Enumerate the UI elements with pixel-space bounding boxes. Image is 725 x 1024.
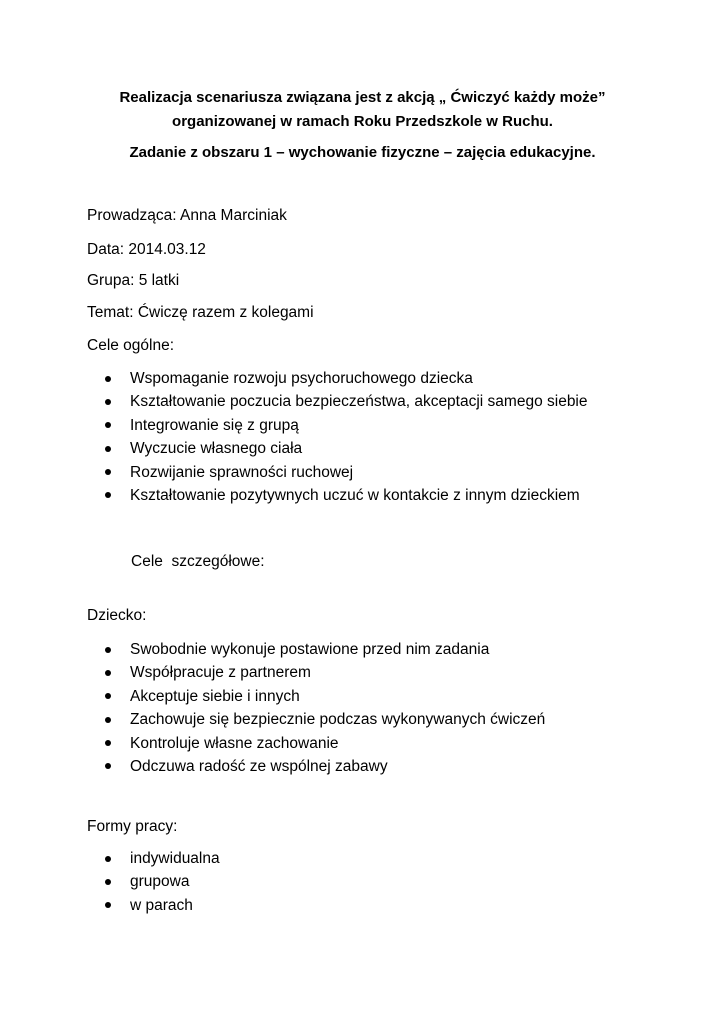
list-item-text: indywidualna — [130, 850, 220, 867]
list-item-text: grupowa — [130, 873, 190, 891]
cele-szczegolowe-heading: Cele szczegółowe: — [131, 553, 265, 570]
header-line-2: organizowanej w ramach Roku Przedszkole w Ruchu. — [172, 113, 553, 130]
bullet-icon — [105, 693, 111, 699]
bullet-icon — [105, 492, 111, 498]
list-item — [0, 847, 725, 870]
dziecko-heading: Dziecko: — [87, 607, 147, 624]
bullet-icon — [105, 763, 111, 769]
document-header — [0, 86, 725, 165]
list-item — [0, 461, 725, 484]
dziecko-list — [0, 638, 725, 778]
list-item — [0, 414, 725, 437]
header-line-1: Realizacja scenariusza związana jest z akcją „ Ćwiczyć każdy może” — [119, 89, 606, 106]
list-item-text: Wspomaganie rozwoju psychoruchowego dziecka — [130, 370, 473, 387]
list-item — [0, 437, 725, 460]
bullet-icon — [105, 717, 111, 723]
cele-ogolne-heading: Cele ogólne: — [87, 337, 175, 354]
grupa-field: Grupa: 5 latki — [87, 272, 180, 289]
formy-pracy-list — [0, 847, 725, 917]
bullet-icon — [105, 740, 111, 746]
list-item-text: Akceptuje siebie i innych — [130, 687, 300, 705]
data-field: Data: 2014.03.12 — [87, 241, 206, 258]
bullet-icon — [105, 422, 111, 428]
header-line-3: Zadanie z obszaru 1 – wychowanie fizyczne – zajęcia edukacyjne. — [129, 144, 596, 161]
bullet-icon — [105, 879, 111, 885]
list-item — [0, 661, 725, 684]
bullet-icon — [105, 902, 111, 908]
bullet-icon — [105, 446, 111, 452]
list-item-text: Kształtowanie poczucia bezpieczeństwa, akceptacji samego siebie — [130, 393, 588, 411]
bullet-icon — [105, 469, 111, 475]
list-item-text: Rozwijanie sprawności ruchowej — [130, 463, 354, 481]
bullet-icon — [105, 376, 111, 382]
list-item-text: Kształtowanie pozytywnych uczuć w kontakcie z innym dzieckiem — [130, 486, 580, 504]
list-item — [0, 755, 725, 778]
list-item-text: w parach — [130, 896, 193, 914]
bullet-icon — [105, 856, 111, 862]
cele-ogolne-list — [0, 367, 725, 507]
list-item — [0, 367, 725, 390]
list-item — [0, 638, 725, 661]
temat-field: Temat: Ćwiczę razem z kolegami — [87, 304, 314, 321]
list-item-text: Wyczucie własnego ciała — [130, 440, 303, 458]
list-item — [0, 484, 725, 507]
formy-pracy-heading: Formy pracy: — [87, 818, 178, 835]
list-item — [0, 870, 725, 893]
list-item-text: Kontroluje własne zachowanie — [130, 734, 339, 752]
prowadzaca-field: Prowadząca: Anna Marciniak — [87, 207, 287, 224]
list-item — [0, 894, 725, 917]
list-item — [0, 732, 725, 755]
bullet-icon — [105, 670, 111, 676]
list-item-text: Współpracuje z partnerem — [130, 664, 311, 682]
bullet-icon — [105, 399, 111, 405]
list-item — [0, 685, 725, 708]
list-item-text: Odczuwa radość ze wspólnej zabawy — [130, 757, 388, 775]
bullet-icon — [105, 647, 111, 653]
list-item — [0, 708, 725, 731]
list-item-text: Swobodnie wykonuje postawione przed nim zadania — [130, 641, 490, 658]
list-item — [0, 390, 725, 413]
list-item-text: Integrowanie się z grupą — [130, 416, 299, 434]
list-item-text: Zachowuje się bezpiecznie podczas wykonywanych ćwiczeń — [130, 711, 546, 729]
